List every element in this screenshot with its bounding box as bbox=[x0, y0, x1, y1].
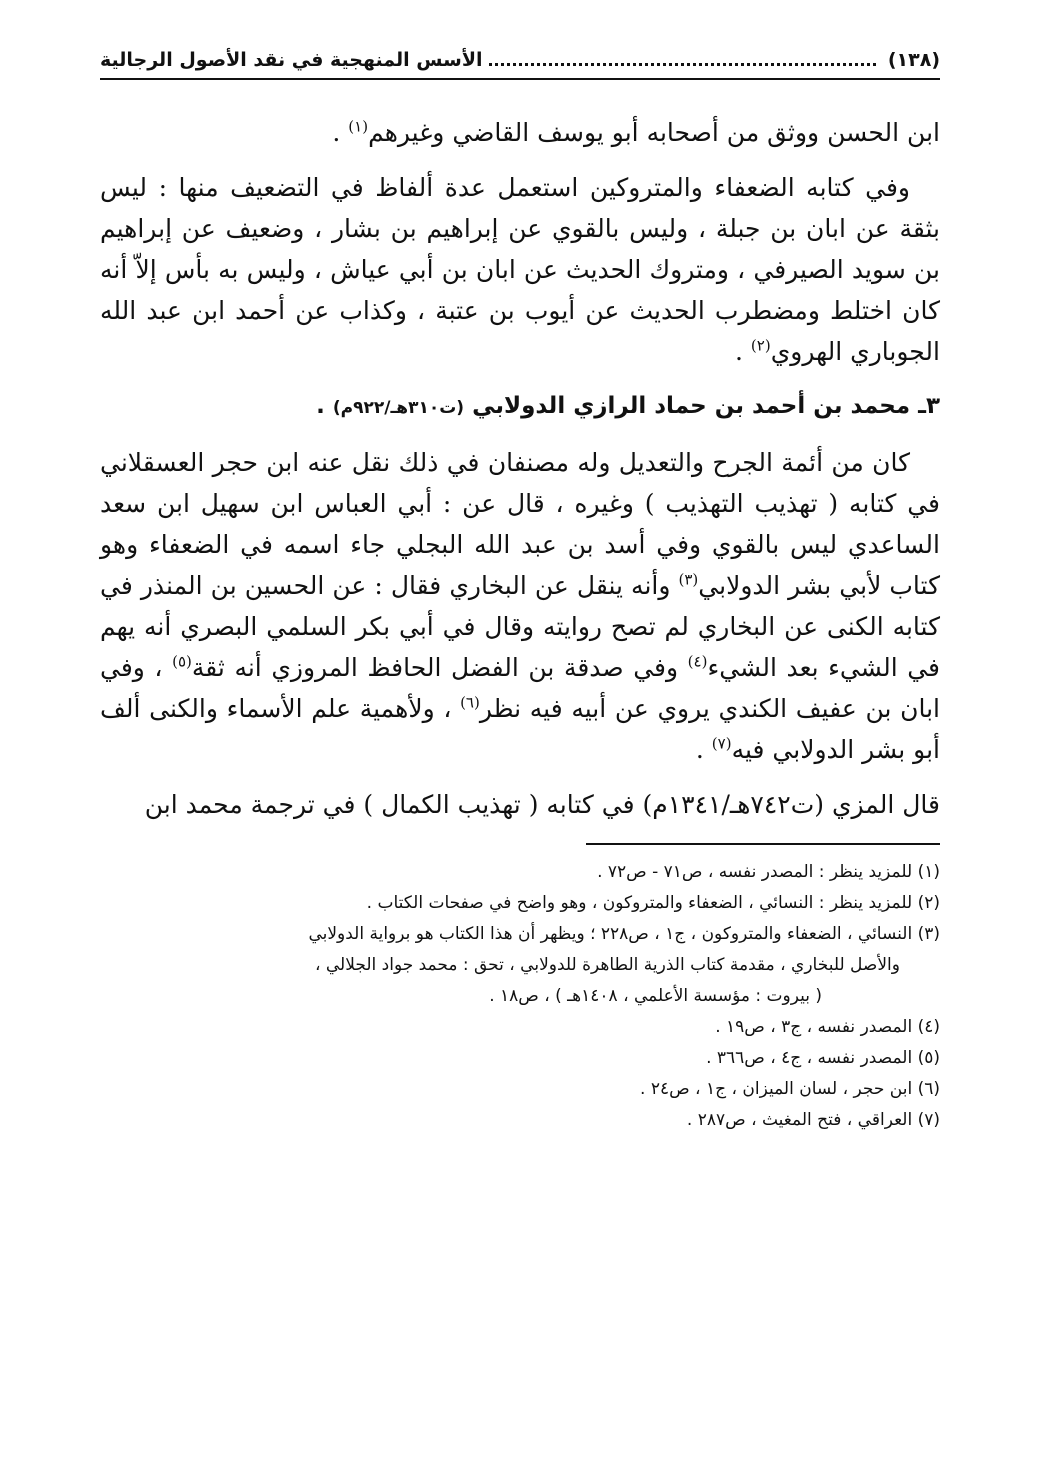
paragraph-1: ابن الحسن ووثق من أصحابه أبو يوسف القاضي وغيرهم$^{(١)}$ . bbox=[332, 117, 940, 147]
footnote-ref-5: (٥) bbox=[172, 652, 192, 671]
book-title: الأسس المنهجية في نقد الأصول الرجالية bbox=[100, 49, 483, 71]
footnote-6: (٦) ابن حجر ، لسان الميزان ، ج١ ، ص٢٤ . bbox=[640, 1079, 940, 1099]
footnote-3-end: ( بيروت : مؤسسة الأعلمي ، ١٤٠٨هـ ) ، ص١٨ . bbox=[489, 986, 822, 1006]
running-header bbox=[100, 46, 940, 80]
footnote-3-continued: والأصل للبخاري ، مقدمة كتاب الذرية الطاهرة للدولابي ، تحق : محمد جواد الجلالي ، bbox=[314, 955, 900, 975]
footnote-ref-4: (٤) bbox=[687, 652, 708, 671]
footnote-ref-6: (٦) bbox=[460, 693, 480, 712]
footnote-5: (٥) المصدر نفسه ، ج٤ ، ص٣٦٦ . bbox=[706, 1048, 940, 1068]
footnote-ref-3: (٣) bbox=[678, 570, 699, 589]
footnote-ref-2: (٢) bbox=[750, 336, 771, 355]
paragraph-4: قال المزي (ت٧٤٢هـ/١٣٤١م) في كتابه ( تهذيب الكمال ) في ترجمة محمد ابن bbox=[144, 790, 940, 819]
book-page bbox=[100, 46, 940, 1446]
footnote-2: (٢) للمزيد ينظر : النسائي ، الضعفاء والمتروكون ، وهو واضح في صفحات الكتاب . bbox=[366, 893, 940, 913]
footnote-3: (٣) النسائي ، الضعفاء والمتروكون ، ج١ ، ص٢٢٨ ؛ ويظهر أن هذا الكتاب هو برواية الدولابي bbox=[308, 924, 940, 944]
footnote-ref-7: (٧) bbox=[711, 734, 732, 753]
section-heading: ٣ـ محمد بن أحمد بن حماد الرازي الدولابي (ت٣١٠هـ/٩٢٢م) . bbox=[316, 393, 940, 419]
footnote-separator bbox=[586, 843, 940, 845]
footnotes bbox=[100, 857, 940, 1136]
paragraph-3: كان من أئمة الجرح والتعديل وله مصنفان في ذلك نقل عنه ابن حجر العسقلاني في كتابه ( تهذيب التهذيب ) وغيره ، قال عن : أبي العباس ابن سهيل ابن سعد الساعدي ليس بالقوي وفي أسد بن عبد الله البجلي جاء اسمه في الضعفاء وهو كتاب لأبي بشر الدولابي$^{(٣)}$ وأنه ينقل عن البخاري فقال : عن الحسين بن المنذر في كتابه الكنى عن البخاري لم تصح روايته وقال في أبي بكر السلمي البصري أنه يهم في الشيء بعد الشيء$^{(٤)}$ وفي صدقة بن الفضل الحافظ المروزي أنه ثقة$^{(٥)}$ ، وفي ابان بن عفيف الكندي يروي عن أبيه فيه نظر$^{(٦)}$ ، ولأهمية علم الأسماء والكنى ألف أبو بشر الدولابي فيه$^{(٧)}$ . bbox=[100, 448, 940, 764]
paragraph-2: وفي كتابه الضعفاء والمتروكين استعمل عدة ألفاظ في التضعيف منها : ليس بثقة عن ابان بن جبلة ، وليس بالقوي عن إبراهيم بن بشار ، وضعيف عن إبراهيم بن سويد الصيرفي ، ومتروك الحديث عن ابان بن أبي عياش ، وليس به بأس إلاّ أنه كان اختلط ومضطرب الحديث عن أيوب بن عتبة ، وكذاب عن أحمد ابن عبد الله الجوباري الهروي$^{(٢)}$ . bbox=[100, 173, 940, 366]
heading-dates: (ت٣١٠هـ/٩٢٢م) bbox=[332, 398, 465, 418]
footnote-7: (٧) العراقي ، فتح المغيث ، ص٢٨٧ . bbox=[686, 1110, 940, 1130]
footnote-ref-1: (١) bbox=[348, 117, 369, 136]
body-text bbox=[100, 112, 940, 825]
footnote-4: (٤) المصدر نفسه ، ج٣ ، ص١٩ . bbox=[715, 1017, 940, 1037]
header-dot-leader bbox=[489, 63, 876, 66]
footnote-1: (١) للمزيد ينظر : المصدر نفسه ، ص٧١ - ص٧٢ . bbox=[597, 862, 940, 882]
page-number: (١٣٨) bbox=[887, 49, 940, 71]
